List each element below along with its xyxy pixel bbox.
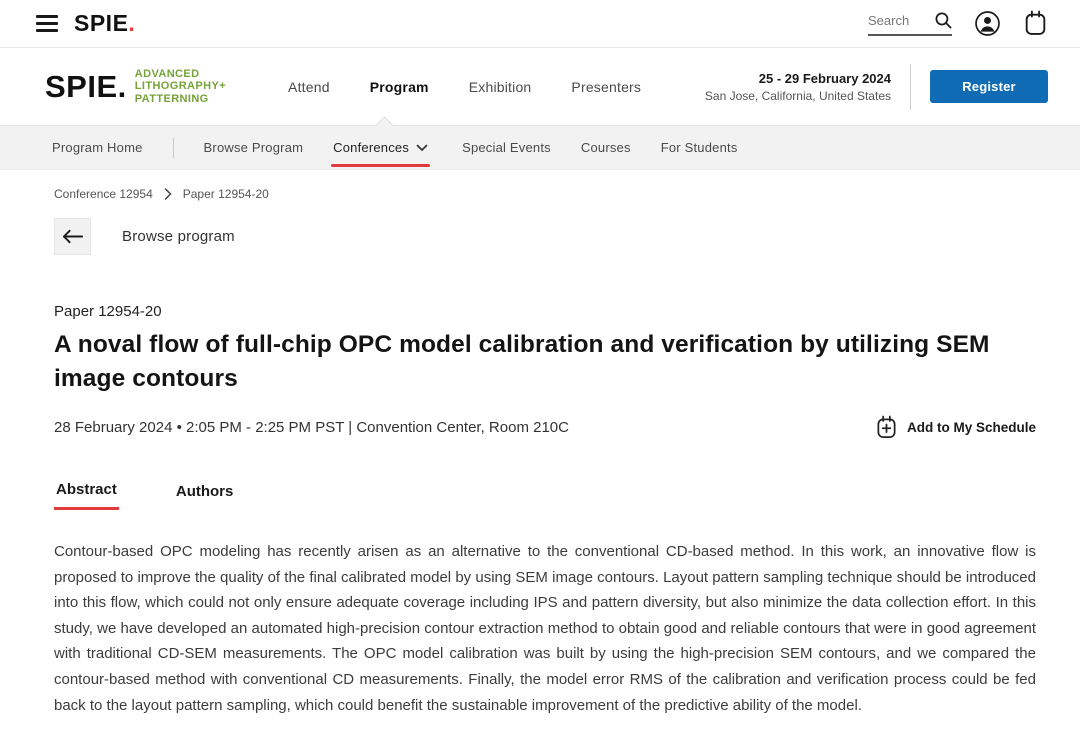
spie-logo-text: SPIE: [74, 10, 129, 36]
paper-number: Paper 12954-20: [54, 303, 162, 320]
event-dates: [705, 71, 891, 103]
tab-authors[interactable]: Authors: [174, 481, 236, 510]
account-icon[interactable]: [974, 10, 1001, 37]
browse-program-label[interactable]: Browse program: [122, 228, 235, 245]
subnav-item-courses[interactable]: Courses: [580, 140, 631, 155]
register-button[interactable]: Register: [930, 70, 1048, 103]
chevron-right-icon: [164, 188, 172, 200]
event-date-range: 25 - 29 February 2024: [758, 70, 891, 86]
schedule-icon[interactable]: [1023, 10, 1048, 37]
subnav-item-conferences[interactable]: Conferences: [333, 140, 428, 155]
back-row: [54, 218, 1036, 255]
session-meta-row: [54, 415, 1036, 440]
tabs: [54, 481, 1036, 510]
event-header: [0, 48, 1080, 125]
search-icon[interactable]: [934, 11, 953, 30]
top-utility-bar: [0, 0, 1080, 48]
tab-abstract[interactable]: Abstract: [54, 481, 119, 510]
event-logo-title: ADVANCED LITHOGRAPHY+ PATTERNING: [134, 67, 227, 105]
main-content: [0, 187, 1080, 718]
arrow-left-icon: [62, 229, 83, 244]
nav-item-program[interactable]: Program: [369, 78, 429, 95]
spie-logo-dot: .: [128, 10, 136, 36]
chevron-down-icon: [416, 144, 428, 152]
spie-logo[interactable]: [74, 10, 135, 37]
nav-item-presenters[interactable]: Presenters: [571, 78, 642, 95]
paper-title: A noval flow of full-chip OPC model calibration and verification by utilizing SEM image contours: [54, 331, 990, 392]
session-info: 28 February 2024 • 2:05 PM - 2:25 PM PST | Convention Center, Room 210C: [54, 419, 569, 436]
add-to-schedule-label: Add to My Schedule: [906, 420, 1036, 435]
breadcrumb-current-paper: Paper 12954-20: [182, 187, 269, 201]
subnav-item-special-events[interactable]: Special Events: [462, 140, 551, 155]
search-box: [868, 11, 952, 36]
subnav-item-browse-program[interactable]: Browse Program: [203, 140, 304, 155]
header-divider: [910, 64, 911, 110]
subnav-divider: [173, 138, 174, 158]
hamburger-menu-icon[interactable]: [36, 15, 58, 32]
nav-item-exhibition[interactable]: Exhibition: [468, 78, 532, 95]
search-input[interactable]: [868, 13, 926, 28]
event-location: San Jose, California, United States: [704, 88, 891, 103]
event-logo-spie: SPIE.: [45, 68, 127, 104]
calendar-plus-icon: [875, 415, 898, 440]
main-nav: [248, 79, 641, 95]
subnav-item-program-home[interactable]: Program Home: [52, 140, 143, 155]
add-to-schedule-button[interactable]: [875, 415, 1036, 440]
event-logo[interactable]: [45, 68, 226, 106]
subnav-item-for-students[interactable]: For Students: [660, 140, 738, 155]
back-button[interactable]: [54, 218, 91, 255]
nav-item-attend[interactable]: Attend: [288, 78, 330, 95]
program-subnav: [0, 125, 1080, 170]
abstract-text: Contour-based OPC modeling has recently arisen as an alternative to the conventional CD-based method. In this work, an innovative flow is proposed to improve the quality of the final calibrated model by using SEM image contours. Layout pattern sampling technique should be introduced into this flow, which could not only ensure adequate coverage including IPS and pattern diversity, but also minimize the data collection effort. In this study, we have developed an automated high-precision contour extraction method to obtain good and reliable contours that were in good agreement with traditional CD-SEM measurements. The OPC model calibration was built by using the high-precision SEM contours, and we compared the contour-based method with conventional CD measurements. Finally, the model error RMS of the calibration and verification process could be fed back to the layout pattern sampling, which could benefit the sustainable improvement of the predictive ability of the model.: [54, 543, 1036, 714]
breadcrumb-conference-link[interactable]: Conference 12954: [54, 187, 153, 201]
breadcrumb: [54, 187, 1036, 201]
